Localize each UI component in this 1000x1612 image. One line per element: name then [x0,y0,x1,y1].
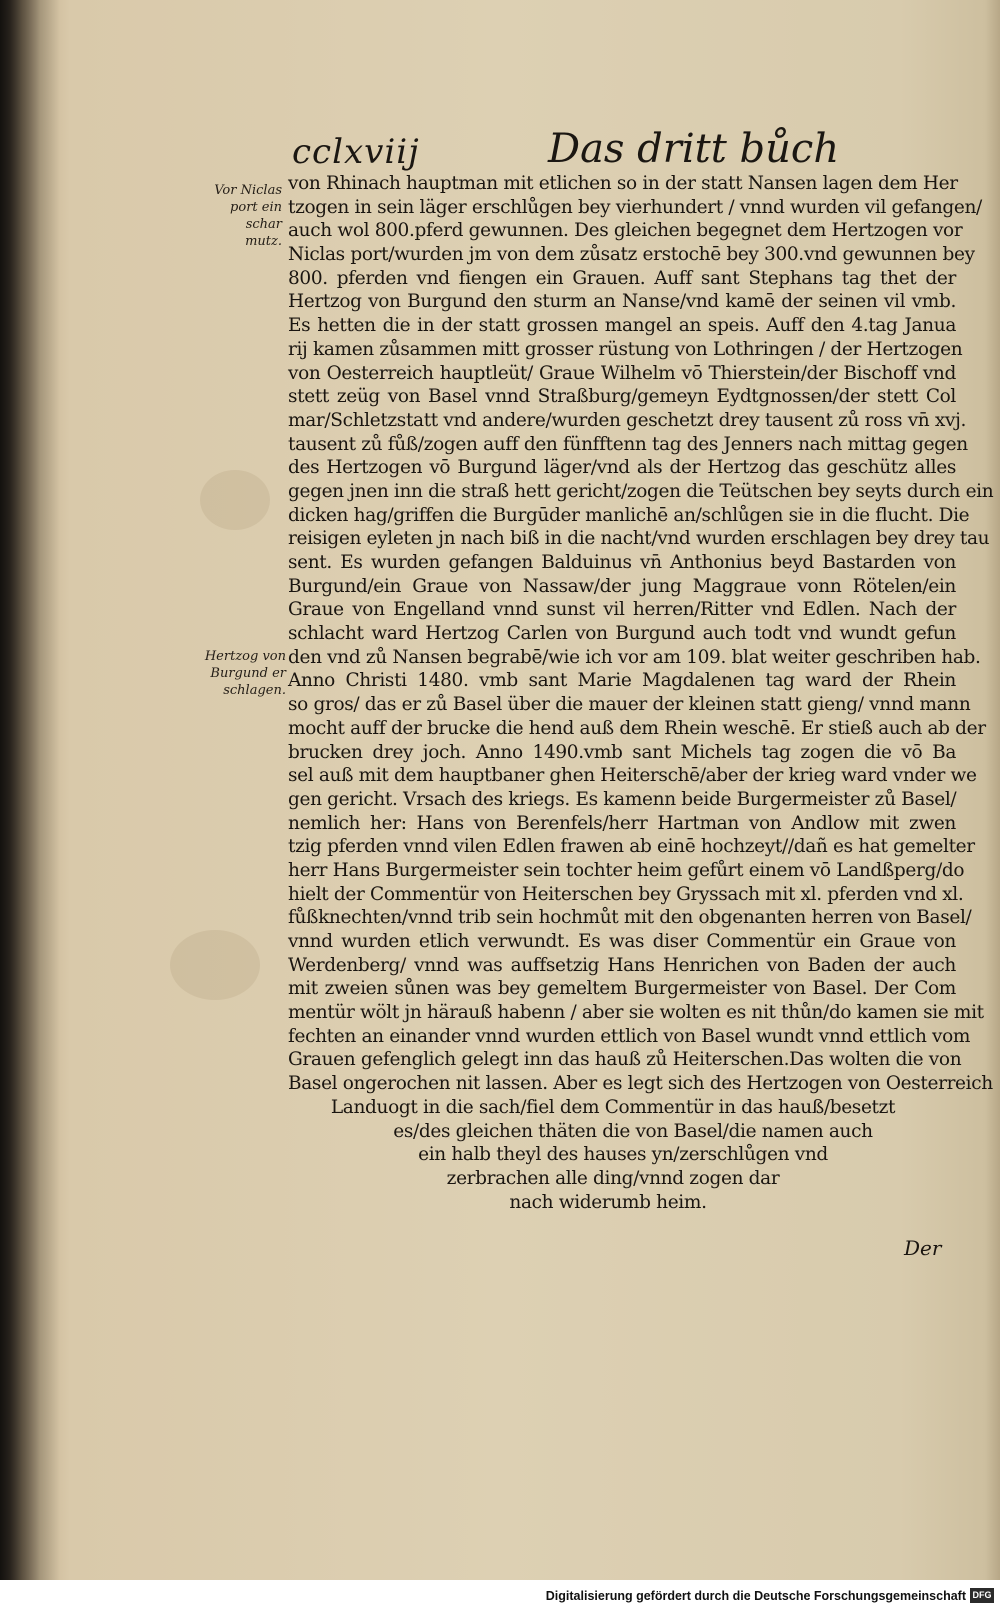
text-line: stett zeüg von Basel vnnd Straßburg/gemeyn Eydtgnossen/der stett Col [288,386,956,408]
text-line: gen gericht. Vrsach des kriegs. Es kamenn beide Burgermeister zů Basel/ [288,788,957,810]
margin-note-line: Hertzog von [204,649,286,664]
text-line: fechten an einander vnnd wurden ettlich von Basel wundt vnnd ettlich vom [288,1025,971,1047]
text-line: Burgund/ein Graue von Nassaw/der jung Maggraue vonn Rötelen/ein [288,575,956,597]
text-line: rij kamen zůsammen mitt grosser rüstung von Lothringen / der Hertzogen [288,338,963,360]
paper-stain [170,930,260,1000]
text-line: schlacht ward Hertzog Carlen von Burgund auch todt vnd wundt gefun [288,623,956,645]
text-line: herr Hans Burgermeister sein tochter heim gefůrt einem vō Landßperg/do [288,859,965,881]
text-line: Hertzog von Burgund den sturm an Nanse/vnd kamē der seinen vil vmb. [288,291,956,313]
footer-credit: Digitalisierung gefördert durch die Deutsche Forschungsgemeinschaft [545,1589,966,1603]
text-line: tausent zů fůß/zogen auff den fünfftenn tag des Jenners nach mittag gegen [288,433,968,455]
text-line: gegen jnen inn die straß hett gericht/zogen die Teütschen bey seyts durch ein [288,480,994,502]
text-line: Niclas port/wurden jm von dem zůsatz erstochē bey 300.vnd gewunnen bey [288,244,975,266]
gutter-shadow [0,0,60,1580]
text-line: brucken drey joch. Anno 1490.vmb sant Michels tag zogen die vō Ba [288,741,956,763]
margin-note-hertzog [196,648,286,699]
text-line: Basel ongerochen nit lassen. Aber es legt sich des Hertzogen von Oesterreich [288,1073,993,1095]
text-line: Werdenberg/ vnnd was auffsetzig Hans Henrichen von Baden der auch [288,954,956,976]
paper-stain [200,470,270,530]
text-line: hielt der Commentür von Heiterschen bey Gryssach mit xl. pferden vnd xl. [288,883,964,905]
margin-note-line: mutz. [245,234,282,249]
text-line: sel auß mit dem hauptbaner ghen Heiterschē/aber der krieg ward vnder we [288,765,977,787]
margin-note-line: schlagen. [223,683,286,698]
text-line: 800. pferden vnd fiengen ein Grauen. Auff sant Stephans tag thet der [288,267,956,289]
running-head: Das dritt bůch [548,126,840,172]
text-line: es/des gleichen thäten die von Basel/die namen auch [393,1120,873,1142]
margin-note-line: Burgund er [210,666,286,681]
text-line: Grauen gefenglich gelegt inn das hauß zů Heiterschen.Das wolten die von [288,1049,962,1071]
text-line: auch wol 800.pferd gewunnen. Des gleichen begegnet dem Hertzogen vor [288,220,963,242]
text-line: vnnd wurden etlich verwundt. Es was diser Commentür ein Graue von [288,931,956,952]
text-line: reisigen eyleten jn nach biß in die nacht/vnd wurden erschlagen bey drey tau [288,528,990,550]
text-line: des Hertzogen vō Burgund läger/vnd als der Hertzog das geschütz alles [288,457,956,479]
text-line: den vnd zů Nansen begrabē/wie ich vor am 109. blat weiter geschriben hab. [288,646,981,668]
text-line: Anno Christi 1480. vmb sant Marie Magdalenen tag ward der Rhein [288,670,956,692]
page-header [0,118,1000,178]
text-line: Graue von Engelland vnnd sunst vil herren/Ritter vnd Edlen. Nach der [288,599,956,621]
text-line: sent. Es wurden gefangen Balduinus vn̄ Anthonius beyd Bastarden von [288,552,956,573]
dfg-logo: DFG [970,1588,994,1603]
text-line: Landuogt in die sach/fiel dem Commentür in das hauß/besetzt [330,1096,896,1118]
folio-number: cclxviij [292,132,420,172]
text-line: mit zweien sůnen was bey gemeltem Burgermeister von Basel. Der Com [288,978,956,1000]
text-line: ein halb theyl des hauses yn/zerschlůgen vnd [418,1144,828,1166]
text-line: mocht auff der brucke die hend auß dem Rhein weschē. Er stieß auch ab der [288,717,986,739]
text-line: tzogen in sein läger erschlůgen bey vierhundert / vnnd wurden vil gefangen/ [288,196,982,218]
digitization-footer [0,1580,1000,1612]
text-line: von Oesterreich hauptleüt/ Graue Wilhelm vō Thierstein/der Bischoff vnd [288,362,956,384]
text-line: von Rhinach hauptman mit etlichen so in der statt Nansen lagen dem Her [288,173,958,194]
text-line: nemlich her: Hans von Berenfels/herr Hartman von Andlow mit zwen [288,812,956,834]
margin-note-line: port ein schar [230,200,282,232]
text-line: tzig pferden vnnd vilen Edlen frawen ab einē hochzeyt//dañ es hat gemelter [288,836,975,858]
margin-note-line: Vor Niclas [214,183,282,198]
text-line: nach widerumb heim. [509,1191,707,1213]
text-line: zerbrachen alle ding/vnnd zogen dar [446,1167,780,1189]
text-line: fůßknechten/vnnd trib sein hochmůt mit den obgenanten herren von Basel/ [288,907,972,929]
catchword: Der [904,1236,942,1260]
text-line: mar/Schletzstatt vnd andere/wurden geschetzt drey tausent zů ross vn̄ xvj. [288,409,966,431]
text-line: mentür wölt jn härauß habenn / aber sie wolten es nit thůn/do kamen sie mit [288,1002,984,1024]
text-line: dicken hag/griffen die Burgūder manlichē an/schlůgen sie in die flucht. Die [288,504,970,526]
text-line: so gros/ das er zů Basel über die mauer der kleinen statt gieng/ vnnd mann [288,694,971,716]
margin-note-niclas-port [192,182,282,250]
body-text [288,172,994,1214]
text-line: Es hetten die in der statt grossen mangel an speis. Auff den 4.tag Janua [288,315,956,337]
